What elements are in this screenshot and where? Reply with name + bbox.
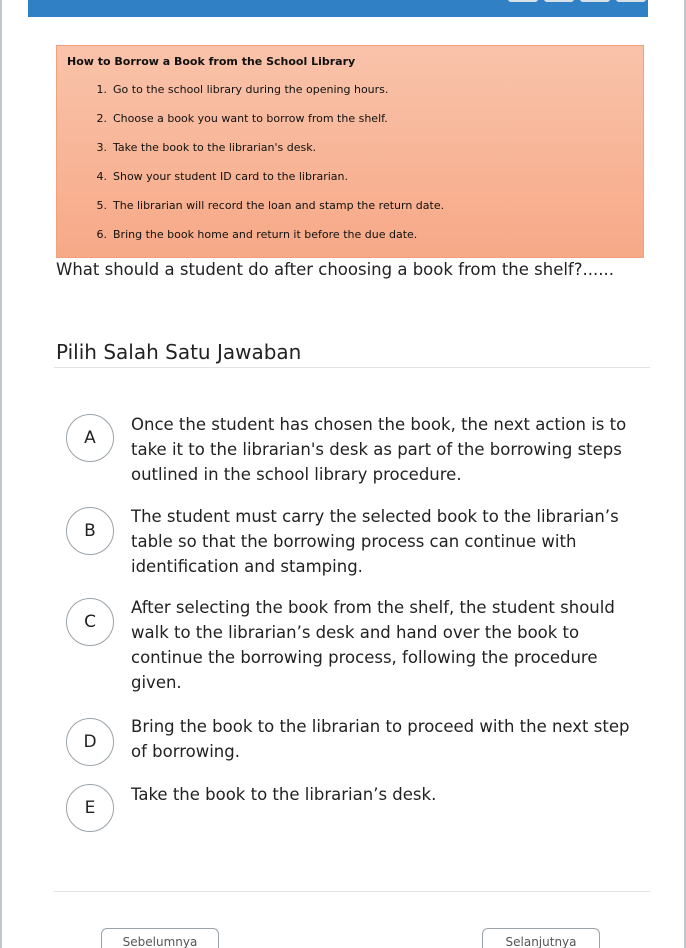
bottom-divider xyxy=(54,891,650,892)
passage-step xyxy=(67,191,643,220)
previous-button[interactable]: Sebelumnya xyxy=(101,928,219,948)
passage-step xyxy=(67,133,643,162)
reading-passage xyxy=(56,45,644,258)
step-text: Show your student ID card to the librarian. xyxy=(113,170,348,183)
step-text: The librarian will record the loan and stamp the return date. xyxy=(113,199,445,212)
step-number: 1. xyxy=(96,83,107,96)
option-letter-c[interactable]: C xyxy=(66,598,114,646)
step-text: Take the book to the librarian's desk. xyxy=(113,141,317,154)
step-number: 2. xyxy=(96,112,107,125)
option-text-c[interactable]: After selecting the book from the shelf, the student should walk to the librarian’s desk and hand over the book to continue the borrowing process, following the procedure given. xyxy=(131,598,615,692)
top-bar xyxy=(28,0,648,17)
top-bar-tab[interactable] xyxy=(544,0,574,2)
option-text-b[interactable]: The student must carry the selected book to the librarian’s table so that the borrowing process can continue with identification and stamping. xyxy=(131,507,619,576)
passage-title: How to Borrow a Book from the School Library xyxy=(67,55,356,68)
option-text-a[interactable]: Once the student has chosen the book, the next action is to take it to the librarian's desk as part of the borrowing steps outlined in the school library procedure. xyxy=(131,415,627,484)
passage-steps xyxy=(67,75,643,249)
passage-step xyxy=(67,220,643,249)
passage-step xyxy=(67,162,643,191)
step-text: Bring the book home and return it before the due date. xyxy=(113,228,418,241)
passage-step xyxy=(67,75,643,104)
option-letter-b[interactable]: B xyxy=(66,507,114,555)
question-text: What should a student do after choosing a book from the shelf?...... xyxy=(56,260,614,279)
next-button[interactable]: Selanjutnya xyxy=(482,928,600,948)
option-letter-d[interactable]: D xyxy=(66,718,114,766)
section-divider xyxy=(54,367,650,368)
step-number: 3. xyxy=(96,141,107,154)
step-text: Choose a book you want to borrow from the shelf. xyxy=(113,112,388,125)
top-bar-tab[interactable] xyxy=(508,0,538,2)
top-bar-tab[interactable] xyxy=(616,0,646,2)
option-text-d[interactable]: Bring the book to the librarian to proceed with the next step of borrowing. xyxy=(131,717,630,761)
answer-section-title: Pilih Salah Satu Jawaban xyxy=(56,340,302,364)
step-number: 6. xyxy=(96,228,107,241)
step-number: 4. xyxy=(96,170,107,183)
step-text: Go to the school library during the opening hours. xyxy=(113,83,389,96)
option-letter-a[interactable]: A xyxy=(66,414,114,462)
top-bar-tabs xyxy=(508,0,646,2)
option-text-e[interactable]: Take the book to the librarian’s desk. xyxy=(131,785,437,804)
option-letter-e[interactable]: E xyxy=(66,784,114,832)
passage-step xyxy=(67,104,643,133)
step-number: 5. xyxy=(96,199,107,212)
top-bar-tab[interactable] xyxy=(580,0,610,2)
